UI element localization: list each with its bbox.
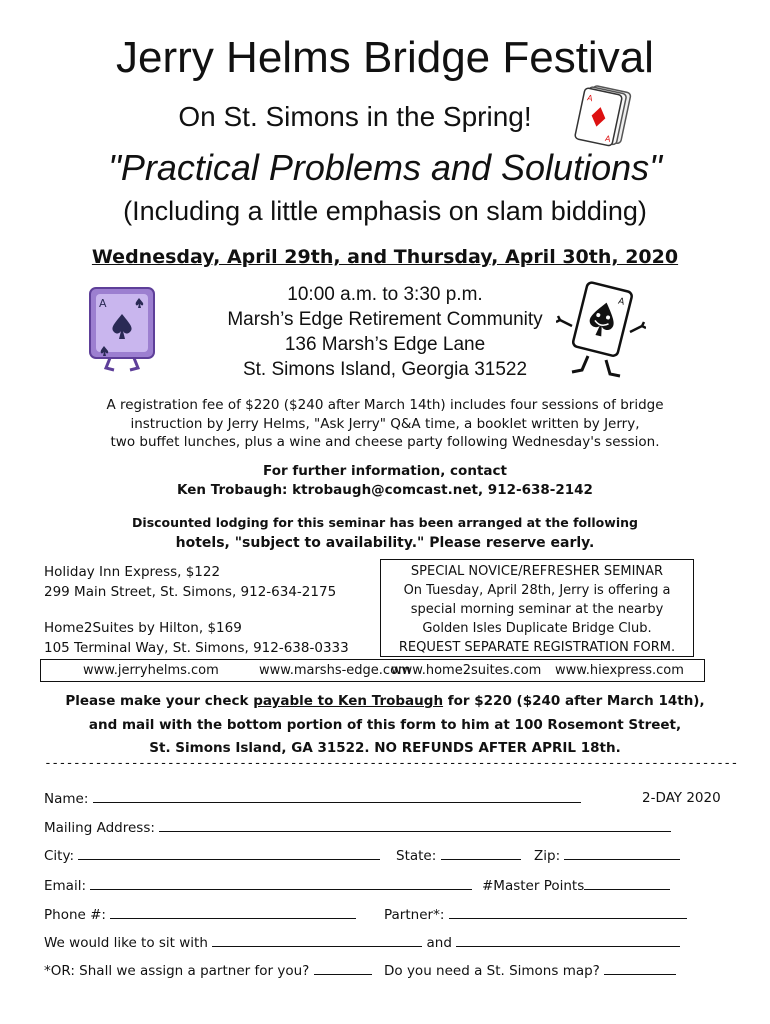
sit-with-field[interactable] — [212, 934, 422, 947]
seminar-heading: SPECIAL NOVICE/REFRESHER SEMINAR — [410, 564, 664, 579]
city-row — [44, 847, 380, 864]
lodging-note-2: hotels, "subject to availability." Please reserve early. — [175, 535, 595, 551]
venue-city: St. Simons Island, Georgia 31522 — [242, 359, 528, 380]
hotel-address: 105 Terminal Way, St. Simons, 912-638-0333 — [44, 640, 349, 656]
website-links — [40, 659, 705, 682]
partner-label: Partner*: — [384, 907, 445, 923]
seminar-line: special morning seminar at the nearby — [410, 602, 664, 617]
svg-text:A: A — [99, 297, 107, 310]
mailing-address-field[interactable] — [159, 819, 671, 832]
page-title: Jerry Helms Bridge Festival — [116, 33, 654, 82]
master-points-row — [482, 877, 670, 894]
event-tag: 2-DAY 2020 — [642, 790, 721, 806]
payment-line — [40, 690, 730, 714]
cartoon-ace-of-spades-icon — [556, 280, 646, 380]
city-label: City: — [44, 848, 75, 864]
email-label: Email: — [44, 878, 87, 894]
partner-field[interactable] — [449, 906, 687, 919]
url-link[interactable]: www.home2suites.com — [391, 663, 542, 678]
url-link[interactable]: www.jerryhelms.com — [83, 663, 219, 678]
subtitle: On St. Simons in the Spring! — [178, 101, 532, 132]
master-points-label: #Master Points — [482, 878, 585, 894]
payment-text: for $220 ($240 after March 14th), — [443, 693, 705, 709]
venue-block — [170, 282, 600, 382]
name-row — [44, 790, 581, 807]
partner-row — [384, 906, 687, 923]
svg-text:A: A — [604, 133, 612, 144]
seminar-line: Golden Isles Duplicate Bridge Club. — [422, 621, 652, 636]
zip-field[interactable] — [564, 847, 680, 860]
hotel-name: Home2Suites by Hilton, $169 — [44, 620, 242, 636]
map-row — [384, 962, 676, 979]
cut-line: ------------------------------------------------------------------------------------------------ — [44, 756, 738, 771]
assign-partner-label: *OR: Shall we assign a partner for you? — [44, 963, 310, 979]
fee-line: instruction by Jerry Helms, "Ask Jerry" Q&A time, a booklet written by Jerry, — [130, 415, 640, 432]
name-field[interactable] — [93, 790, 581, 803]
contact-details: Ken Trobaugh: ktrobaugh@comcast.net, 912-638-2142 — [177, 482, 593, 498]
assign-partner-field[interactable] — [314, 962, 372, 975]
payable-to: payable to Ken Trobaugh — [253, 693, 444, 709]
payment-instructions — [40, 690, 730, 761]
email-row — [44, 877, 472, 894]
seminar-line: On Tuesday, April 28th, Jerry is offering a — [403, 583, 671, 598]
phone-row — [44, 906, 356, 923]
venue-name: Marsh’s Edge Retirement Community — [227, 309, 543, 330]
registration-fee-text — [60, 396, 710, 452]
url-link[interactable]: www.hiexpress.com — [555, 663, 684, 678]
refund-policy: St. Simons Island, GA 31522. NO REFUNDS AFTER APRIL 18th. — [149, 740, 621, 756]
ace-of-diamonds-icon — [572, 82, 636, 148]
svg-text:A: A — [616, 296, 626, 308]
lodging-note: Discounted lodging for this seminar has been arranged at the following — [132, 515, 638, 530]
seminar-note: REQUEST SEPARATE REGISTRATION FORM. — [398, 640, 676, 655]
mailing-label: Mailing Address: — [44, 820, 155, 836]
ace-of-spades-card-icon — [84, 284, 160, 374]
state-label: State: — [396, 848, 437, 864]
hotel-name: Holiday Inn Express, $122 — [44, 564, 221, 580]
phone-field[interactable] — [110, 906, 356, 919]
contact-heading: For further information, contact — [263, 463, 507, 479]
map-label: Do you need a St. Simons map? — [384, 963, 600, 979]
special-seminar-box — [380, 559, 694, 657]
payment-text: Please make your check — [65, 693, 254, 709]
city-field[interactable] — [78, 847, 380, 860]
sit-with-label: We would like to sit with — [44, 935, 208, 951]
state-field[interactable] — [441, 847, 521, 860]
assign-partner-row — [44, 962, 372, 979]
zip-row — [534, 847, 680, 864]
and-label: and — [426, 935, 452, 951]
map-field[interactable] — [604, 962, 676, 975]
payment-line: and mail with the bottom portion of this form to him at 100 Rosemont Street, — [88, 716, 682, 733]
zip-label: Zip: — [534, 848, 561, 864]
mailing-row — [44, 819, 671, 836]
sit-with-row — [44, 934, 680, 951]
venue-street: 136 Marsh’s Edge Lane — [284, 334, 486, 355]
name-label: Name: — [44, 791, 89, 807]
master-points-field[interactable] — [584, 877, 670, 890]
email-field[interactable] — [90, 877, 472, 890]
fee-line: two buffet lunches, plus a wine and cheese party following Wednesday's session. — [110, 434, 660, 450]
url-link[interactable]: www.marshs-edge.com — [259, 663, 411, 678]
theme-note: (Including a little emphasis on slam bidding) — [123, 196, 647, 226]
hotel-list — [44, 562, 384, 658]
sit-with-field-2[interactable] — [456, 934, 680, 947]
event-dates: Wednesday, April 29th, and Thursday, April 30th, 2020 — [91, 246, 679, 268]
seminar-theme: "Practical Problems and Solutions" — [108, 147, 662, 188]
hotel-address: 299 Main Street, St. Simons, 912-634-2175 — [44, 584, 337, 600]
svg-text:A: A — [586, 93, 594, 104]
phone-label: Phone #: — [44, 907, 106, 923]
event-time: 10:00 a.m. to 3:30 p.m. — [287, 284, 483, 305]
state-row — [396, 847, 521, 864]
fee-line: A registration fee of $220 ($240 after March 14th) includes four sessions of bridge — [106, 397, 664, 413]
contact-block — [60, 462, 710, 500]
